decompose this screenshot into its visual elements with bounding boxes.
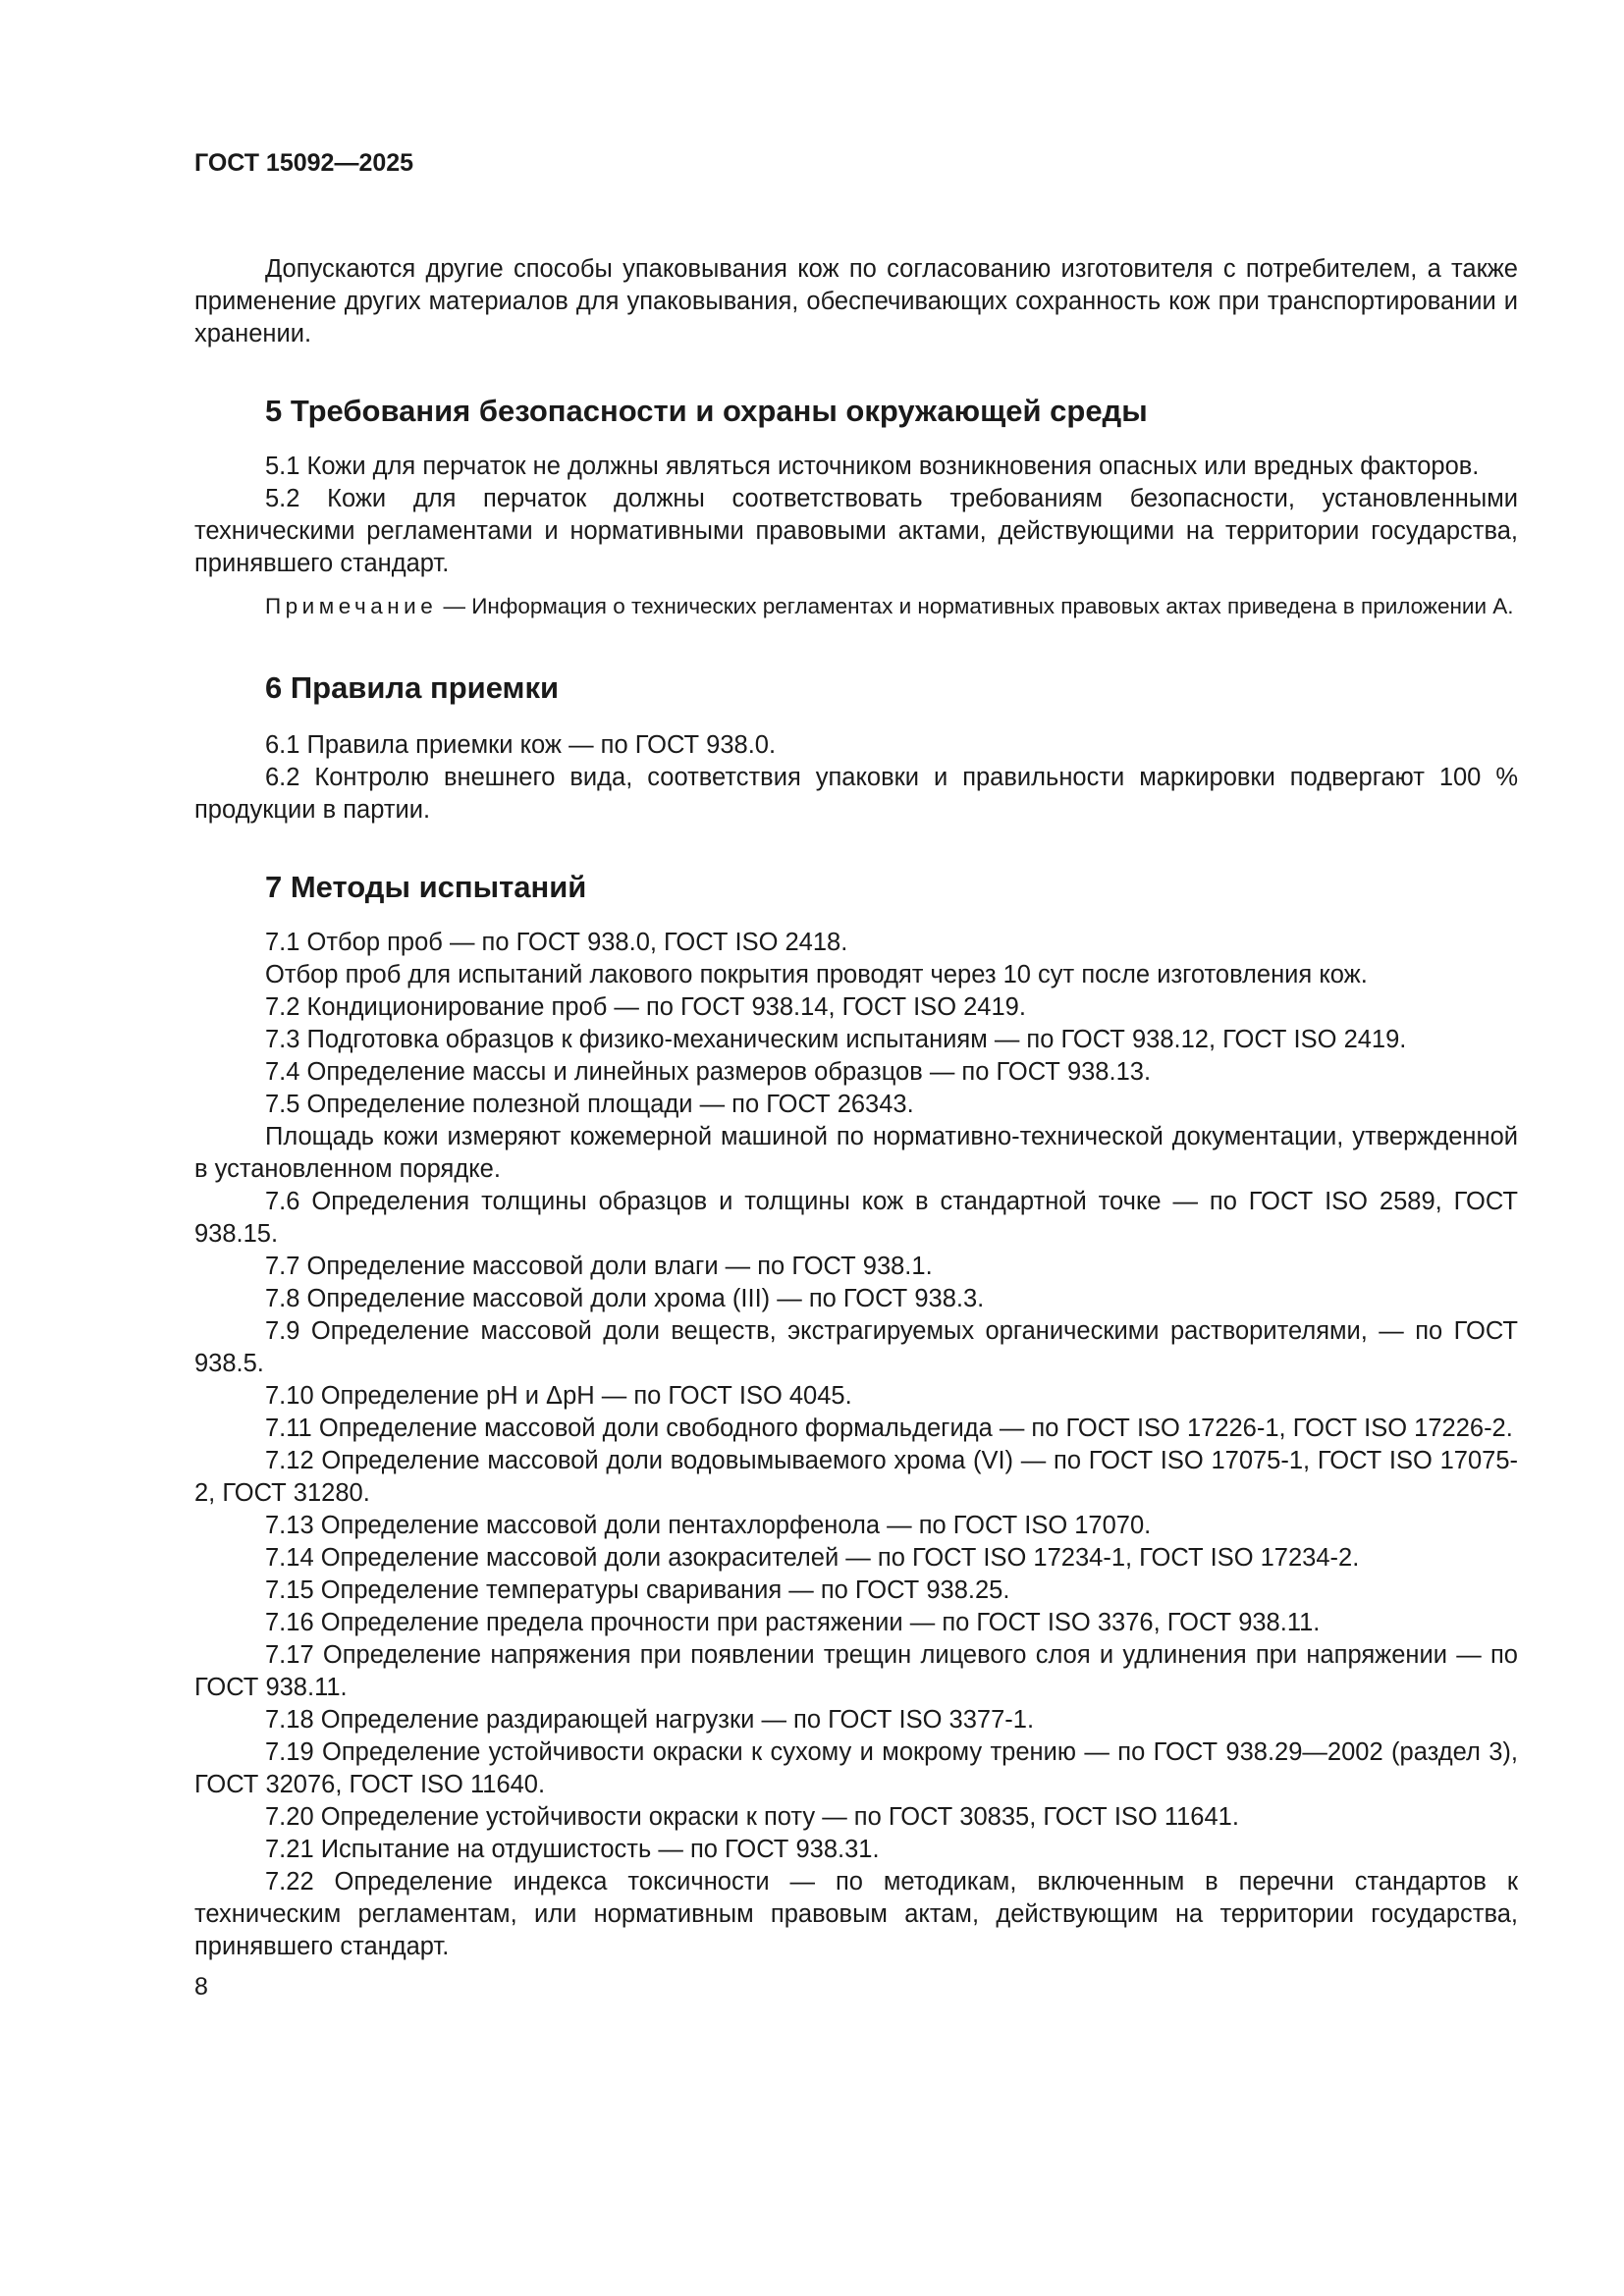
clause-7-5: 7.5 Определение полезной площади — по ГОСТ 26343. <box>265 1091 914 1118</box>
clause-7-9: 7.9 Определение массовой доли веществ, экстрагируемых органическими растворителями, — по ГОСТ 938.5. <box>194 1317 1518 1377</box>
clause-7-1: 7.1 Отбор проб — по ГОСТ 938.0, ГОСТ ISO 2418. <box>265 929 848 956</box>
clause-7-6: 7.6 Определения толщины образцов и толщины кож в стандартной точке — по ГОСТ ISO 2589, ГОСТ 938.15. <box>194 1188 1518 1248</box>
clause-5-1: 5.1 Кожи для перчаток не должны являться источником возникновения опасных или вредных факторов. <box>265 453 1480 480</box>
clause-7-18: 7.18 Определение раздирающей нагрузки — по ГОСТ ISO 3377-1. <box>265 1706 1035 1734</box>
clause-7-11: 7.11 Определение массовой доли свободного формальдегида — по ГОСТ ISO 17226-1, ГОСТ ISO 17226-2. <box>265 1415 1513 1442</box>
clause-7-2: 7.2 Кондиционирование проб — по ГОСТ 938.14, ГОСТ ISO 2419. <box>265 993 1026 1021</box>
intro-paragraph: Допускаются другие способы упаковывания кож по согласованию изготовителя с потребителем, а также применение других материалов для упаковывания, обеспечивающих сохранность кож при транспортировании и хранении. <box>194 255 1518 347</box>
clause-7-14: 7.14 Определение массовой доли азокрасителей — по ГОСТ ISO 17234-1, ГОСТ ISO 17234-2. <box>265 1544 1360 1572</box>
section-5-title: 5 Требования безопасности и охраны окружающей среды <box>265 394 1148 428</box>
clause-7-15: 7.15 Определение температуры сваривания — по ГОСТ 938.25. <box>265 1576 1010 1604</box>
clause-6-2: 6.2 Контролю внешнего вида, соответствия упаковки и правильности маркировки подвергают 100 % продукции в партии. <box>194 764 1518 824</box>
note-text: — Информация о технических регламентах и нормативных правовых актах приведена в приложении А. <box>437 594 1514 618</box>
clause-7-3: 7.3 Подготовка образцов к физико-механическим испытаниям — по ГОСТ 938.12, ГОСТ ISO 2419. <box>265 1026 1407 1053</box>
clause-7-16: 7.16 Определение предела прочности при растяжении — по ГОСТ ISO 3376, ГОСТ 938.11. <box>265 1609 1321 1636</box>
clause-7-8: 7.8 Определение массовой доли хрома (III) — по ГОСТ 938.3. <box>265 1285 985 1312</box>
clause-7-21: 7.21 Испытание на отдушистость — по ГОСТ 938.31. <box>265 1836 880 1863</box>
clause-7-10: 7.10 Определение pH и ΔpH — по ГОСТ ISO 4045. <box>265 1382 852 1410</box>
clause-7-12: 7.12 Определение массовой доли водовымываемого хрома (VI) — по ГОСТ ISO 17075-1, ГОСТ ISO 17075-2, ГОСТ 31280. <box>194 1447 1518 1507</box>
page-number: 8 <box>194 1973 208 2001</box>
clause-5-2: 5.2 Кожи для перчаток должны соответствовать требованиям безопасности, установленными техническими регламентами и нормативными правовыми актами, действующими на территории государства, принявшего стандарт. <box>194 485 1518 577</box>
clause-6-1: 6.1 Правила приемки кож — по ГОСТ 938.0. <box>265 731 777 759</box>
note-paragraph <box>194 592 1518 621</box>
document-header-id: ГОСТ 15092—2025 <box>194 149 414 177</box>
page-content <box>194 147 1518 2002</box>
clause-7-1-note: Отбор проб для испытаний лакового покрытия проводят через 10 сут после изготовления кож. <box>265 961 1368 988</box>
clause-7-20: 7.20 Определение устойчивости окраски к поту — по ГОСТ 30835, ГОСТ ISO 11641. <box>265 1803 1239 1831</box>
clause-7-13: 7.13 Определение массовой доли пентахлорфенола — по ГОСТ ISO 17070. <box>265 1512 1152 1539</box>
clause-7-17: 7.17 Определение напряжения при появлении трещин лицевого слоя и удлинения при напряжении — по ГОСТ 938.11. <box>194 1641 1518 1701</box>
note-label: Примечание <box>265 594 438 618</box>
clause-7-5-note: Площадь кожи измеряют кожемерной машиной по нормативно-технической документации, утвержденной в установленном порядке. <box>194 1123 1518 1183</box>
section-6-title: 6 Правила приемки <box>265 670 560 705</box>
section-7-title: 7 Методы испытаний <box>265 870 587 904</box>
clause-7-4: 7.4 Определение массы и линейных размеров образцов — по ГОСТ 938.13. <box>265 1058 1152 1086</box>
clause-7-19: 7.19 Определение устойчивости окраски к сухому и мокрому трению — по ГОСТ 938.29—2002 (раздел 3), ГОСТ 32076, ГОСТ ISO 11640. <box>194 1738 1518 1798</box>
clause-7-22: 7.22 Определение индекса токсичности — по методикам, включенным в перечни стандартов к техническим регламентам, или нормативным правовым актам, действующим на территории государства, принявшего стандарт. <box>194 1868 1518 1960</box>
clause-7-7: 7.7 Определение массовой доли влаги — по ГОСТ 938.1. <box>265 1253 933 1280</box>
